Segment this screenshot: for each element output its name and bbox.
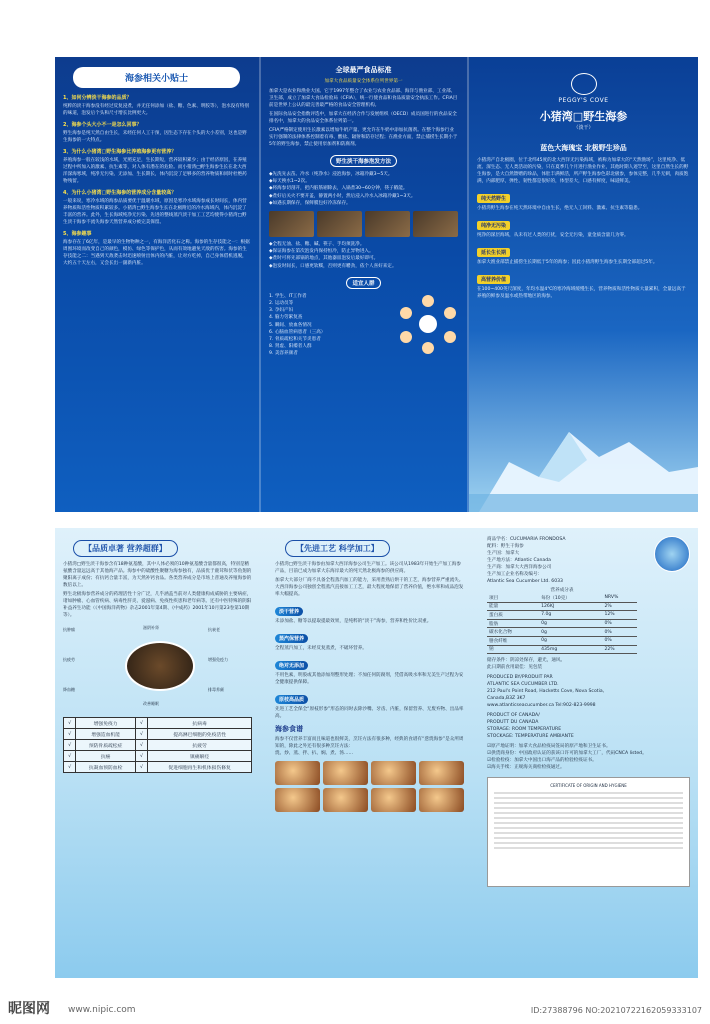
table-row [487,628,637,637]
table-row [487,619,637,628]
certificate-title: CERTIFICATE OF ORIGIN AND HYGIENE [550,783,627,789]
soak-step: ◆如遇长期保存，保鲜膜包好冷冻保存。 [269,200,351,206]
check-icon: √ [135,740,147,751]
benefit-cell: 抗凝血预防血栓 [76,762,135,773]
process-panel [267,528,472,978]
certificate-image [487,777,690,887]
feature-title: 纯净无污染 [477,221,510,230]
benefit-cell: 抗疲劳 [148,740,252,751]
watermark-logo: 昵图网 [8,1001,50,1017]
food-photo [275,788,320,812]
table-row [64,718,252,729]
cert-note: ☑检验检疫：加拿大中国出口海产品的检验检疫证书。 [487,758,597,764]
cert-note: ☑原产地证明：加拿大食品检疫局签局的原产地和卫生证书。 [487,744,611,750]
soak-step: ◆煮好后关火不要开盖，静置两小时，然后浸入冷水入冰箱冷藏1~3天。 [269,193,416,199]
process-body-2: 加拿大大部分厂商不具备全程蒸汽加工的能力，采用煮熟后烘干的工艺，海参营养严重流失。大西洋海参公司独创全程蒸汽直接加工工艺，最大程度地保留了营养价值，绝水率和成品泡发率大幅提高。 [275,578,464,597]
soak-step: ◆先洗先去苗。冷水（纯净水）浸泡海参，冰箱冷藏3~5天。 [269,172,393,177]
check-icon: √ [64,740,76,751]
people-icons [398,293,458,355]
cover-panel [469,57,698,512]
table-row [64,729,252,740]
nut-cell: 12% [602,611,637,620]
diagram-label: 改善睡眠 [143,701,159,706]
recipe-ways: 烧、炒、蒸、拌、扒、焖、煮、汤…… [275,751,354,756]
brand-logo-icon [571,73,597,95]
origin-line: PRODUCT OF CANADA/ [487,713,540,719]
check-icon: √ [64,729,76,740]
benefit-cell: 促进细胞再生和机体损伤修复 [148,762,252,773]
nutrition-title: 营养成分表 [550,588,574,593]
info-line: 商品学名：CUCUMARIA FRONDOSA [487,537,566,542]
brand-subtitle: （淡干） [573,125,594,131]
standards-body-3: CFIA严格制定使用生长激素以增加牛奶产量、更允许在牛奶中添加抗菌剂。在整个海参行业实行强制的法律体系控制着有毒、酸盐、辐射和防存过程；在渔业方面，禁止捕捞生长期小于5年的野生海参，禁止使用泵加剂和防腐剂。 [269,128,458,147]
food-photo [323,788,368,812]
tip-q1: 1、如何分辨淡干海参的品质？ [63,95,132,101]
producer-line: PRODUCED BY/PRODUIT PAR [487,675,553,681]
crowd-item: 3. 孕妇产妇 [269,308,294,314]
brochure-outside [55,57,698,512]
nut-cell: 7.0g [539,611,602,620]
tip-q4: 4、为什么小猪湾□野生海参的营养成分含量较高？ [63,190,177,196]
process-body-1: 小猪湾□野生淡干海参由加拿大西洋海参公司生产加工。该公司从1983年开始生产加工海参产品，目前已成为加拿大东海岸最大的纯天然北极海参的供应商。 [275,562,462,574]
shelf-line: 此日期前食用最佳：见包装 [487,665,543,671]
benefit-table [63,717,252,773]
nut-cell: 脂肪 [487,619,539,628]
watermark-site: www.nipic.com [68,1005,136,1015]
quality-body-2: 野生北极海参营养成分的药理活性十分广泛，几乎涵盖当前对人类健康构成威胁的主要病症，诸如肿瘤、心血管疾病、病毒性肝炎、爱滋病、免疫性疾患和老年病等。还有中医特殊的阴阳补益养生功能（《中国海洋药物》杂志2001年第4期、《中成药》2001年10月第23卷第10期等）。 [63,592,252,618]
crowd-item: 9. 美容养颜者 [269,351,298,357]
diagram-label: 增强免疫力 [208,657,228,662]
nut-cell: 0% [602,636,637,645]
producer-line: www.atlanticseacucumber.ca Tel:902-823-9998 [487,703,596,709]
nut-cell: 0g [539,619,602,628]
table-row [487,602,637,611]
feature-title: 延长生长期 [477,248,510,257]
diagram-label: 降血糖 [63,687,75,692]
tip-a4: 一般来说，寒冷水域的海参品质要优于温暖水域，原因是寒冷水域海参成长时间长，体内营养物质和活性物质积累较多。小猪湾□野生海参生长在北极附近的冷水海域内，体内沉淀了丰富的营养。此外，生长海域纯净无污染、先进的整线蒸汽淡干加工工艺均使得小猪湾□野生淡干海参不流失海参天然营养成分被完美保留。 [63,199,247,225]
nut-cell: 0g [539,628,602,637]
quality-heading: 【品质卓著 营养超群】 [73,540,178,557]
nut-cell: 能量 [487,602,539,611]
soak-note: ◆全程无油、盐、糖、碱、筷子、手均须洗净。 [269,242,365,248]
benefit-cell: 抗癌 [76,751,135,762]
nut-cell: 435mg [539,645,602,654]
origin-block [487,712,690,740]
info-line: 配料：野生干海参 [487,544,524,549]
tip-q5: 5、海参趣事 [63,231,92,237]
tip-q3: 3、为什么小猪湾□野生海参比养殖海参更有营养？ [63,149,177,155]
nutrition-table [487,594,637,654]
table-row [487,636,637,645]
benefit-cell: 增强免疫力 [76,718,135,729]
cert-notes [487,743,690,771]
diagram-label: 抗肿瘤 [63,627,75,632]
check-icon: √ [135,729,147,740]
feature-title: 高营养价值 [477,275,510,284]
nut-cell: 0% [602,628,637,637]
brochure-inside [55,528,698,978]
process-tag-body: 全程蒸汽加工，未经反复蒸煮，不破坏营养。 [275,646,367,651]
nut-cell: 22% [602,645,637,654]
diagram-label: 排毒养颜 [208,687,224,692]
recipe-title: 海参食谱 [275,725,303,733]
photo [269,211,314,237]
food-photo [419,761,464,785]
nut-cell: 钠 [487,645,539,654]
brand-name-cn: 小猪湾□野生海参 [539,110,628,123]
origin-line: STORAGE: ROOM TEMPERATURE [487,727,562,733]
crowd-item: 2. 运动员等 [269,301,294,307]
process-heading: 【先进工艺 科学加工】 [285,540,390,557]
lighthouse-photo [654,536,690,572]
photo [413,211,458,237]
benefit-cell: 镇痛解痉 [148,751,252,762]
feature-body: 纯净的深层海域，从未有过人类的打扰，安全无污染，童金质含量几为零。 [477,233,629,238]
producer-line: ATLANTIC SEA CUCUMBER LTD. [487,682,559,688]
cert-note: ☑海关手续：正规海关商检检疫通过。 [487,765,565,771]
benefit-cell: 预防骨质疏松症 [76,740,135,751]
food-photo [371,761,416,785]
table-row [64,751,252,762]
crowd-item: 4. 脑力劳累复查 [269,315,303,321]
standards-subtitle: 加拿大食品质量安全体系位列世界第一 [324,79,403,84]
crowd-title: 适宜人群 [346,277,380,289]
soak-note: ◆保证海参在第次泡发内保持恒冷，防止异物进入。 [269,249,374,255]
nut-cell: 2% [602,602,637,611]
feature-body: 加拿大渔业部禁止捕捞生长期低于5年的海参；因此小猪湾野生海参生长期全部超过5年。 [477,260,658,265]
cert-note: ☑供货商身份：中国政府认证的获该口许可的加拿大工厂，代码CNCA listed。 [487,751,647,757]
quality-body-1: 小猪湾□野生淡干海参含有18种氨基酸，其中人体必须的10种氨基酸含量都很高，特别是精氨酸含量远远高于其他海产品。海参中的硫酸性聚糖为海参独有，品质优于鹿茸和伏等鱼翅的聚阳离子成份；有抗钙合量丰富，为天然补钙食品。各类营养成分是市场上普通及养殖海参的数倍以上。 [63,562,252,588]
process-tag-body: 未添加盐、糖等以提取提最效果，是纯粹的“淡干”海参，营养和性价比双重。 [275,619,432,624]
benefit-cell: 增强造血机能 [76,729,135,740]
storage-line: 储存条件：阴凉处保存，避光，通风。 [487,658,566,664]
crowd-item: 7. 骨质疏松和关节炎患者 [269,337,321,343]
cover-intro: 小猪湾产自北极圈，位于北纬45度的北大西洋无污染海域，被称为加拿大的“天然渔场”，这里纯净、低流、深生态、无人类活动的污染，只在夏季几个月进行渔业作业，其他时期人迹罕至，这里自然生长的野生海参，是大自然馈赠的珍品，体肚丰满鲜活，所产野生海参色彩北极参，参体完整，几乎无刺，肉质饱满，内部肥厚，弹性、韧性都是很好的，体型差大，口感有鲜度，味道鲜美。 [477,158,689,184]
photo [317,211,362,237]
diagram-label: 抗疲劳 [63,657,75,662]
nut-cell: 碳水化合物 [487,628,539,637]
check-icon: √ [135,751,147,762]
tips-panel [55,57,258,512]
table-row [64,740,252,751]
crowd-list [269,293,394,358]
check-icon: √ [135,718,147,729]
crowd-item: 5. 瞬间、放血各情况 [269,322,312,328]
food-photo [323,761,368,785]
slogan: 蓝色大海瑰宝 北极野生珍品 [540,144,627,152]
tip-q2: 2、海参个头大小不一是怎么回事？ [63,122,142,128]
producer-line: Canada,B3Z 3K7 [487,696,526,702]
diagram-label: 滋阴补肾 [143,625,159,630]
food-photo [419,788,464,812]
standards-title: 全球最严食品标准 [335,66,392,74]
crowd-item: 6. 心脑血管病患者（三高） [269,329,326,335]
nut-cell: 0g [539,636,602,645]
process-tag-body: 先进工艺全保全“原枝形参”形态的同时去除沙嘴、牙齿、内脏，保留营养、无废弃物、出品率高。 [275,707,464,719]
process-tag: 绝对无添加 [275,661,308,670]
crowd-item: 1. 学生、IT工作者 [269,293,307,299]
tip-a5: 海参存在了6亿年，是最早的生物物种之一，有海洋活化石之称。海参的生存技能之一：根据周围环境而改变自己的颜色，模仿、绿色等保护色，从而有效地避免天敌的伤害。海参的生存技能之二：当遇到天敌袭击时迅速喷射出体内的内脏，让对方吃掉，自己身体借机逃脱，大约五十天左右，又会长出一副新内脏。 [63,240,250,266]
iceberg-image [469,402,698,512]
soak-steps [269,171,458,207]
feature-title: 纯天然野生 [477,194,510,203]
sea-cucumber-photos [269,211,458,237]
process-tag: 蒸汽保营养 [275,634,308,643]
process-tag: 淡干营养 [275,607,303,616]
product-info-panel [479,528,698,978]
photo [365,211,410,237]
tip-a2: 野生海参是纯天然自由生长，未经任何人工干预，因生态下存在个头的大小差别，这也是野生海参的一大特点。 [63,131,247,143]
check-icon: √ [64,751,76,762]
check-icon: √ [135,762,147,773]
recipe-photos [275,761,464,812]
quality-panel [55,528,260,978]
table-row [64,762,252,773]
benefit-cell: 提高淋巴细胞的免疫活性 [148,729,252,740]
product-info [487,536,566,585]
sea-cucumber-plate [125,641,195,691]
tips-title: 海参相关小贴士 [73,67,240,88]
benefit-diagram [63,623,252,713]
watermark-id: ID:27388796 NO:20210722162059333107 [530,1006,702,1015]
table-row [487,594,637,602]
soak-note: ◆泡发时间长，口感更软糯，否则更有嚼劲，依个人喜好来定。 [269,263,397,269]
nut-cell: 膳食纤维 [487,636,539,645]
benefit-cell: 抗病毒 [148,718,252,729]
process-tag: 原枝高品质 [275,695,308,704]
origin-line: PRODUTT DU CANADA [487,720,539,726]
soak-note: ◆煮时可将先部锅的地点，其他器皿泡发后最好即可。 [269,256,379,262]
nut-cell: 蛋白质 [487,611,539,620]
tip-a1: 纯粹的淡干海参没有经过反复浸煮，并无任何添加（盐、糖、色素、明胶等），泡水没有特别的味道，泡发后个头和尺寸增长比例更大。 [63,104,250,116]
nut-header: NRV% [602,594,637,602]
producer-line: 212 Paul's Point Road, Hacketts Cove, Nova Scotia, [487,689,605,695]
origin-line: STOCKAGE: TEMPERATURE AMBIANTE [487,734,574,740]
crowd-item: 8. 肾虚、阳痿者人群 [269,344,312,350]
diagram-label: 抗衰老 [208,627,220,632]
info-line: 生产国：加拿大 [487,551,520,556]
watermark-bar [0,992,710,1024]
feature-body: 在100~400英尺深度，年均水温4℃的寒冷海域缓慢生长，营养物质和活性物质大量累积，全量远高于养殖的鲜参及温水或热带地区的海参。 [477,287,686,299]
standards-panel [261,57,466,512]
tip-a3: 养殖海参一般在较浅的水域，光照充足，生长期短，营养较积累少；由于经济原因，在养殖过程中所加入的激素、抗生素等，对人体有潜在的危险。而小猪湾□野生海参生长在北大西洋深海寒域，纯净无污染、无添加、生长期长，体内沉淀了足够多的营养物质和同时杜绝药物残留。 [63,158,247,184]
standards-body-2: 在国际食品安全指数评选中，加拿大在经济合作与发展组织（OECD）成员国进行的食品安全排名中，加拿大的食品安全体系位列第一。 [269,112,457,124]
food-photo [371,788,416,812]
soak-step: ◆每天换水1~2次。 [269,179,310,185]
info-line: Atlantic Sea Cucumber Ltd. 6033 [487,579,563,584]
soak-method-title: 野生淡干海参泡发方法 [330,155,397,167]
nut-header: 每份（10克） [539,594,602,602]
producer-block [487,674,690,709]
brand-name-en: PEGGY'S COVE [558,97,609,104]
process-tag-body: 不用色素，明胶或其他添加剂整形处理；不加任何防腐剂，凭借高吸水率和无美生产过程为安全健康提供保障。 [275,673,464,685]
check-icon: √ [64,718,76,729]
soak-step: ◆将海参切剖开，把内脏筋剔除去，入锅煮30~60分钟，筷子戳能。 [269,186,408,192]
info-line: 生产地方法：Atlantic Canada [487,558,551,563]
food-photo [275,761,320,785]
info-line: 生产商：加拿大大西洋海参公司 [487,565,552,570]
table-row [487,611,637,620]
feature-body: 小猪湾野生海参在纯天然环境中自由生长，绝无人工饲料、激素、抗生素等隐患。 [477,206,643,211]
standards-body-1: 加拿大是农业和渔业大国。它于1997年整合了农业与农业食品部、海洋与渔业部、工业部、卫生部，成立了加拿大食品检验局（CFIA），统一行使食品和食品质量安全执法工作。CFIA目前是世界上公认的最完善最严格的食品安全管理机构。 [269,89,458,108]
check-icon: √ [64,762,76,773]
info-line: 生产加工企业名称及编号： [487,572,543,577]
recipe-body: 海参不仅营养丰富而且味道也很鲜美，烹饪方法有很多种，经典的食谱有“葱烧海参”是众所周知的，除此之外还有很多种烹饪方法： [275,737,464,749]
nut-header: 项目 [487,594,539,602]
soak-notes [269,241,458,270]
nut-cell: 0% [602,619,637,628]
table-row [487,645,637,654]
nut-cell: 126KJ [539,602,602,611]
